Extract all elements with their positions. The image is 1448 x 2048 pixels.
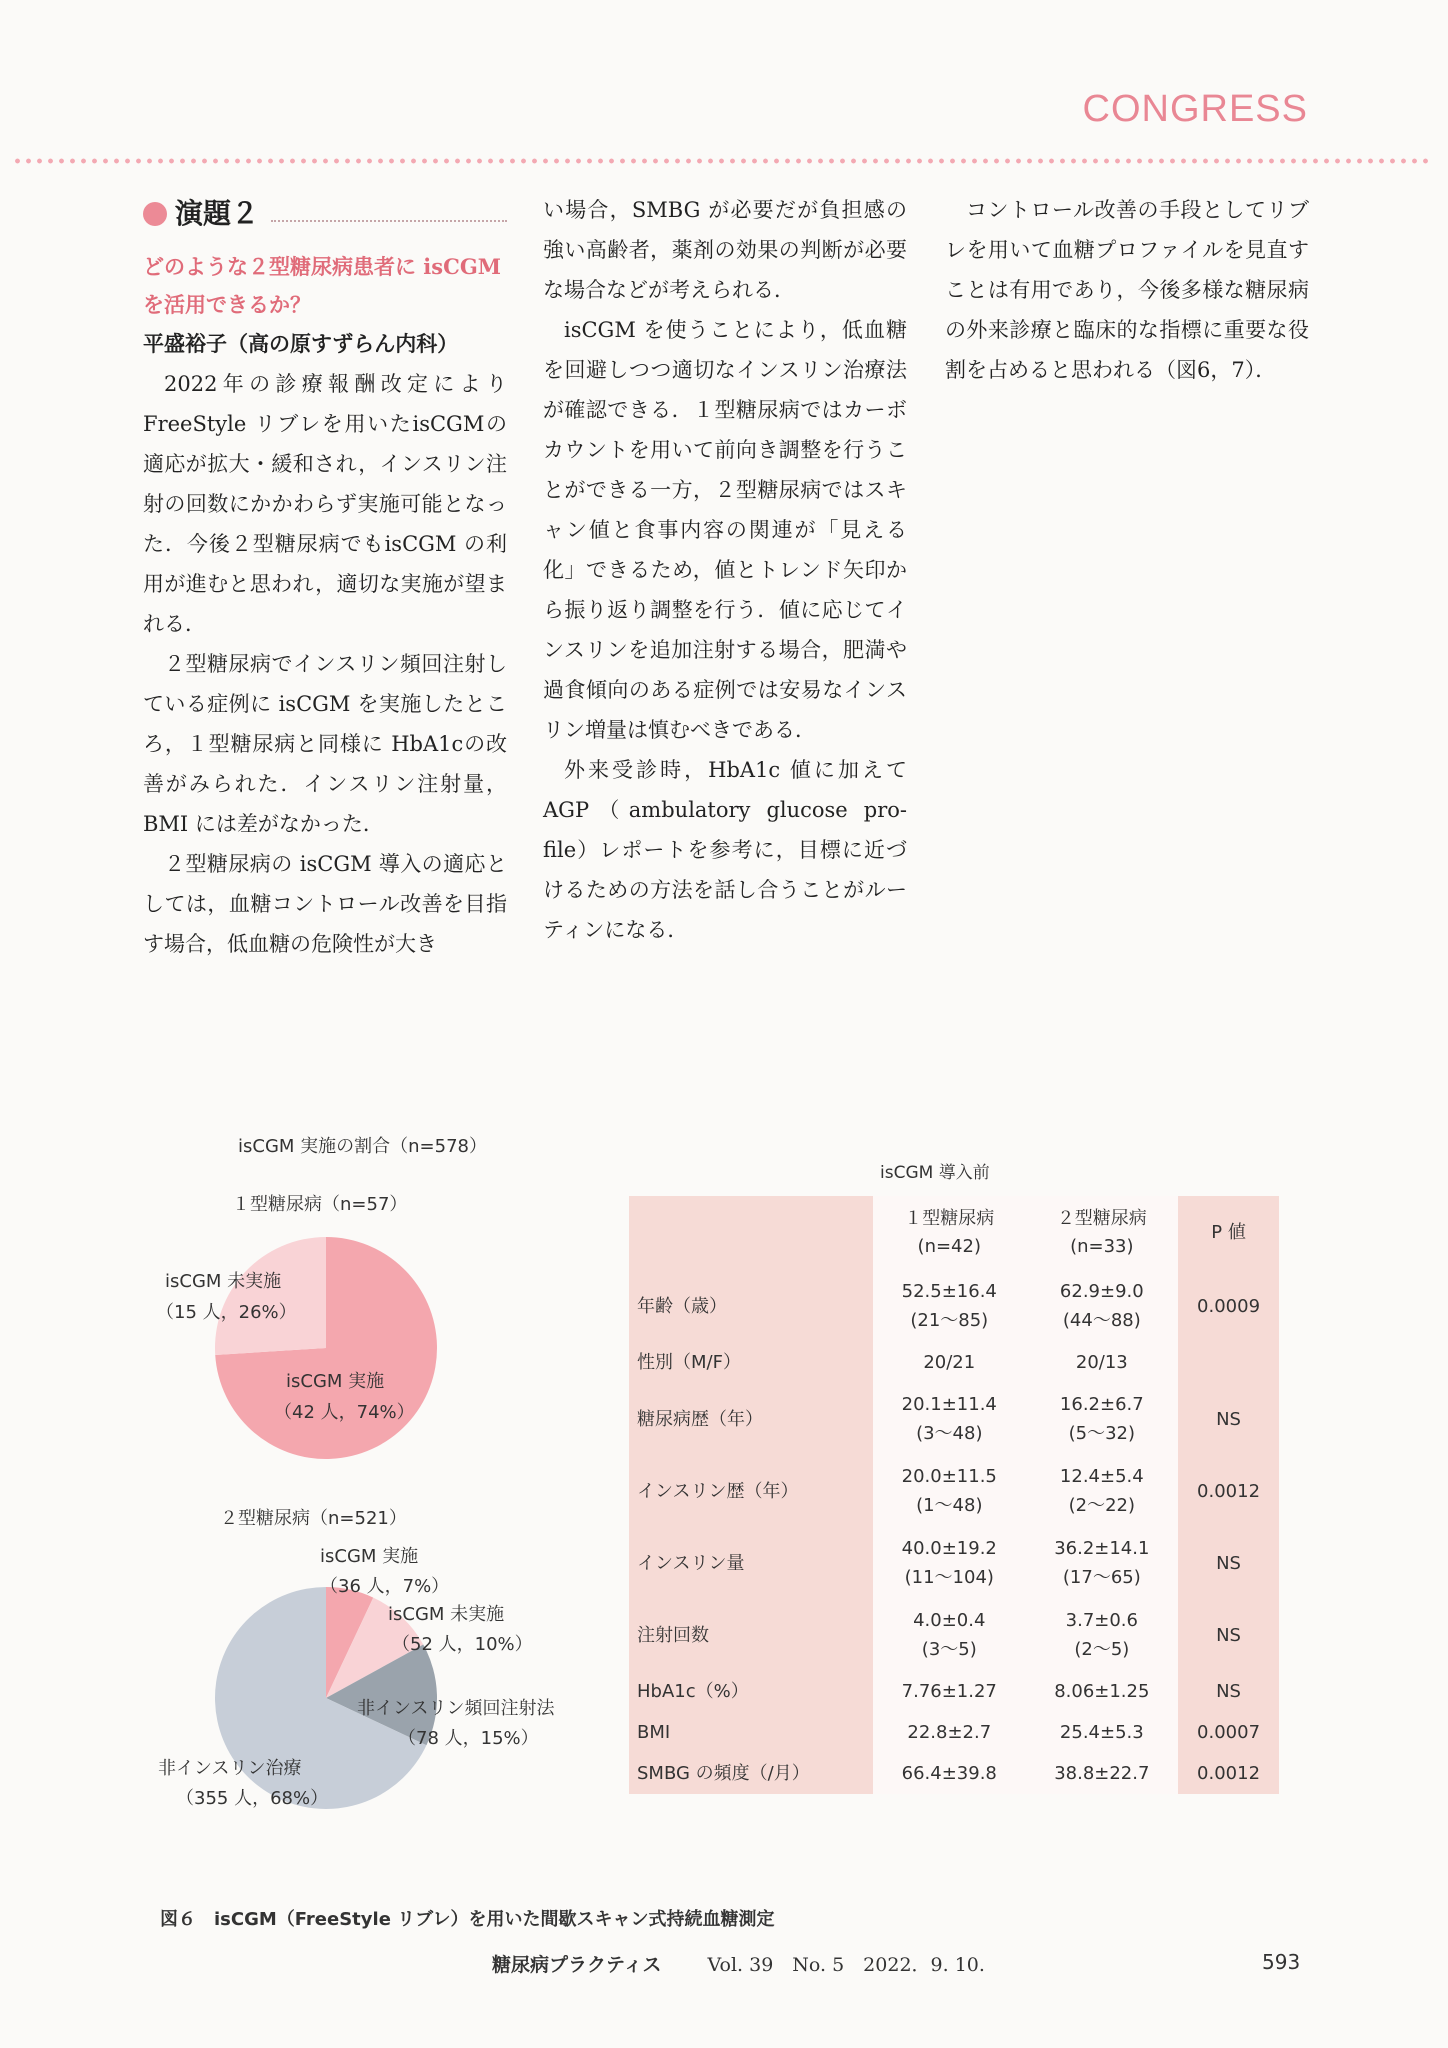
text-line: カーボカウントを用いて前向き調整 xyxy=(543,398,907,462)
type1-mean: 4.0±0.4 xyxy=(913,1610,986,1631)
table-row xyxy=(629,1527,1279,1599)
type1-value xyxy=(873,1753,1026,1794)
type1-value xyxy=(873,1342,1026,1383)
type2-value xyxy=(1026,1455,1179,1527)
type2-value xyxy=(1026,1753,1179,1794)
text-line: の適応が拡大・緩和され，インスリ xyxy=(143,412,507,476)
type2-mean: 20/13 xyxy=(1075,1352,1128,1373)
row-label: BMI xyxy=(637,1722,671,1743)
type2-mean: 25.4±5.3 xyxy=(1059,1722,1144,1743)
text-line: file）レポートを参考に，目標に近 xyxy=(543,838,886,862)
text-line: isCGM を使うことにより，低血 xyxy=(564,318,886,342)
text-line: では安易なインスリン増量は慎むべ xyxy=(543,678,908,742)
type2-value xyxy=(1026,1342,1179,1383)
footer xyxy=(492,1950,985,1977)
text-line: 6，7）． xyxy=(1197,358,1277,382)
type2-mean: 36.2±14.1 xyxy=(1054,1538,1150,1559)
row-label: 注射回数 xyxy=(637,1624,709,1646)
type2-mean: 3.7±0.6 xyxy=(1065,1610,1138,1631)
p-value: NS xyxy=(1216,1552,1241,1574)
text-line: 外来受診時，HbA1c 値に加えて xyxy=(564,758,907,782)
text-line: づけるための方法を話し合うことが xyxy=(543,838,907,902)
text-line: コントロール改善の手段としてリ xyxy=(966,198,1288,222)
p-value: 0.0007 xyxy=(1197,1722,1261,1743)
type1-mean: 22.8±2.7 xyxy=(907,1722,992,1743)
type1-used-detail: （42 人，74%） xyxy=(274,1402,415,1423)
pie-figure-title: isCGM 実施の割合（n=578） xyxy=(238,1136,487,1157)
pie1-slice-unused xyxy=(215,1237,326,1355)
type2-range: (2〜22) xyxy=(1068,1495,1136,1516)
header-type1 xyxy=(873,1196,1026,1270)
type2-unused-detail: （52 人，10%） xyxy=(392,1634,533,1655)
text-line: 糖尿病の外来診療と臨床的な指標に xyxy=(945,278,1309,342)
text-line: AGP（ambulatory glucose pro- xyxy=(543,798,907,822)
row-label: HbA1c（%） xyxy=(637,1681,749,1702)
type1-mean: 40.0±19.2 xyxy=(901,1538,997,1559)
table-row xyxy=(629,1753,1279,1794)
type2-range: (5〜32) xyxy=(1068,1423,1136,1444)
type1-mean: 20/21 xyxy=(923,1352,976,1373)
table-row xyxy=(629,1712,1279,1753)
text-line: を行うことができる一方，２型糖尿 xyxy=(543,438,907,502)
text-line: FreeStyle リブレを用いたisCGM xyxy=(143,412,485,436)
type2-range: (17〜65) xyxy=(1062,1567,1141,1588)
type1-mean: 7.76±1.27 xyxy=(901,1681,997,1702)
text-line: 必要な場合などが考えられる． xyxy=(543,238,907,302)
type2-value xyxy=(1026,1270,1179,1342)
table-row xyxy=(629,1383,1279,1455)
text-line: 療法が確認できる．１型糖尿病では xyxy=(543,358,908,422)
type1-title: １型糖尿病（n=57） xyxy=(232,1194,408,1215)
type1-mean: 20.0±11.5 xyxy=(901,1466,997,1487)
text-line: isCGM の利用が進むと思われ，適 xyxy=(143,532,508,596)
header-pvalue: P 値 xyxy=(1211,1222,1246,1243)
type1-value xyxy=(873,1712,1026,1753)
text-line: 直すことは有用であり，今後多様な xyxy=(945,238,1309,302)
row-label: SMBG の頻度（/月） xyxy=(637,1763,810,1784)
type2-range: (2〜5) xyxy=(1074,1639,1130,1660)
text-line: きである． xyxy=(711,718,816,742)
type1-used-label: isCGM 実施 xyxy=(286,1371,385,1392)
text-line: となった．今後２型糖尿病でも xyxy=(143,492,507,556)
header-type1-n: (n=42) xyxy=(917,1236,981,1257)
table-header-row xyxy=(629,1196,1279,1270)
table-row xyxy=(629,1455,1279,1527)
subtitle-line: どのような２型糖尿病患者に isCGM xyxy=(143,254,502,279)
type2-mean: 8.06±1.25 xyxy=(1054,1681,1150,1702)
text-line: レンド矢印から振り返り調整を行う． xyxy=(543,558,907,622)
p-value: NS xyxy=(1216,1408,1241,1430)
row-label: 性別（M/F） xyxy=(637,1352,741,1373)
type2-noninsulin-mdi-detail: （78 人，15%） xyxy=(398,1728,539,1749)
subtitle-line: を活用できるか？ xyxy=(143,292,311,317)
text-line: している症例に isCGM を実施した xyxy=(143,652,507,716)
text-line: 病ではスキャン値と食事内容の関連 xyxy=(543,478,907,542)
header-blank xyxy=(629,1196,873,1270)
type2-title: ２型糖尿病（n=521） xyxy=(220,1508,407,1529)
type2-mean: 62.9±9.0 xyxy=(1059,1281,1144,1302)
row-label: 糖尿病歴（年） xyxy=(637,1408,763,1430)
type1-value xyxy=(873,1599,1026,1671)
header-type2 xyxy=(1026,1196,1179,1270)
issue-info: Vol. 39 No. 5 2022．9. 10. xyxy=(707,1954,985,1976)
table-row xyxy=(629,1599,1279,1671)
type1-value xyxy=(873,1455,1026,1527)
text-line: 2022年の診療報酬改定により xyxy=(164,372,507,396)
text-line: 糖を回避しつつ適切なインスリン治 xyxy=(543,318,907,382)
type1-mean: 20.1±11.4 xyxy=(901,1394,997,1415)
type2-mean: 16.2±6.7 xyxy=(1059,1394,1144,1415)
type2-mean: 38.8±22.7 xyxy=(1054,1763,1150,1784)
text-line: ルーティンになる． xyxy=(543,878,907,942)
type2-used-label: isCGM 実施 xyxy=(320,1546,419,1567)
header-type1-label: １型糖尿病 xyxy=(904,1208,995,1229)
p-value: 0.0012 xyxy=(1197,1480,1261,1502)
type2-noninsulin-detail: （355 人，68%） xyxy=(176,1788,329,1809)
type1-range: (11〜104) xyxy=(904,1567,994,1588)
p-value: 0.0009 xyxy=(1197,1295,1261,1317)
text-line: 量，BMI には差がなかった． xyxy=(143,772,508,836)
table-caption: isCGM 導入前 xyxy=(880,1163,990,1183)
type2-noninsulin-label: 非インスリン治療 xyxy=(158,1758,302,1779)
type2-mean: 12.4±5.4 xyxy=(1059,1466,1144,1487)
type1-mean: 52.5±16.4 xyxy=(901,1281,997,1302)
text-line: ところ，１型糖尿病と同様に HbA1c xyxy=(143,692,507,756)
baseline-table xyxy=(629,1196,1279,1794)
type2-noninsulin-mdi-label: 非インスリン頻回注射法 xyxy=(357,1698,555,1719)
type2-unused-label: isCGM 未実施 xyxy=(388,1604,505,1625)
type2-range: (44〜88) xyxy=(1062,1310,1141,1331)
text-line: ２型糖尿病でインスリン頻回注射 xyxy=(164,652,486,676)
p-value: NS xyxy=(1216,1624,1241,1646)
journal-title: 糖尿病プラクティス xyxy=(492,1954,662,1976)
type1-mean: 66.4±39.8 xyxy=(901,1763,997,1784)
text-line: ブレを用いて血糖プロファイルを見 xyxy=(945,198,1309,262)
p-value: 0.0012 xyxy=(1197,1763,1261,1784)
type2-value xyxy=(1026,1671,1179,1712)
table-row xyxy=(629,1342,1279,1383)
text-line: 目指す場合，低血糖の危険性が大き xyxy=(143,892,507,956)
header-type2-n: (n=33) xyxy=(1070,1236,1134,1257)
text-line: い場合，SMBG が必要だが負担感 xyxy=(543,198,886,222)
text-line: の改善がみられた．インスリン注射 xyxy=(143,732,508,796)
author: 平盛裕子（高の原すずらん内科） xyxy=(143,332,459,356)
row-label: 年齢（歳） xyxy=(637,1295,727,1317)
section-title: 演題２ xyxy=(175,197,260,230)
type2-value xyxy=(1026,1383,1179,1455)
text-line: としては，血糖コントロール改善を xyxy=(143,852,507,916)
type1-range: (3〜48) xyxy=(916,1423,983,1444)
text-line: 重要な役割を占めると思われる（図 xyxy=(945,318,1309,382)
type1-range: (21〜85) xyxy=(910,1310,989,1331)
type2-value xyxy=(1026,1599,1179,1671)
page-number: 593 xyxy=(1262,1950,1301,1974)
type2-used-detail: （36 人，7%） xyxy=(320,1576,450,1597)
type1-range: (1〜48) xyxy=(916,1495,983,1516)
type1-range: (3〜5) xyxy=(921,1639,977,1660)
text-line: ２型糖尿病の isCGM 導入の適応 xyxy=(164,852,486,876)
text-line: 切な実施が望まれる． xyxy=(143,572,507,636)
p-value xyxy=(1178,1342,1279,1383)
congress-header: CONGRESS xyxy=(1082,88,1308,130)
table-row xyxy=(629,1270,1279,1342)
type1-value xyxy=(873,1383,1026,1455)
table-row xyxy=(629,1671,1279,1712)
type2-value xyxy=(1026,1712,1179,1753)
type1-unused-detail: （15 人，26%） xyxy=(156,1302,297,1323)
text-line: が「見える化」できるため，値とト xyxy=(543,518,908,582)
header-type2-label: ２型糖尿病 xyxy=(1056,1208,1147,1229)
text-line: る場合，肥満や過食傾向のある症例 xyxy=(543,638,907,702)
type1-value xyxy=(873,1270,1026,1342)
figure-caption: 図６ isCGM（FreeStyle リブレ）を用いた間歇スキャン式持続血糖測定 xyxy=(160,1909,775,1930)
type1-value xyxy=(873,1671,1026,1712)
type1-unused-label: isCGM 未実施 xyxy=(165,1271,282,1292)
type1-value xyxy=(873,1527,1026,1599)
p-value: NS xyxy=(1216,1681,1241,1702)
text-line: 値に応じてインスリンを追加注射す xyxy=(543,598,907,662)
type2-value xyxy=(1026,1527,1179,1599)
text-line: の強い高齢者，薬剤の効果の判断が xyxy=(543,198,907,262)
text-line: ン注射の回数にかかわらず実施可能 xyxy=(143,452,507,516)
row-label: インスリン歴（年） xyxy=(637,1480,799,1502)
row-label: インスリン量 xyxy=(637,1552,745,1574)
